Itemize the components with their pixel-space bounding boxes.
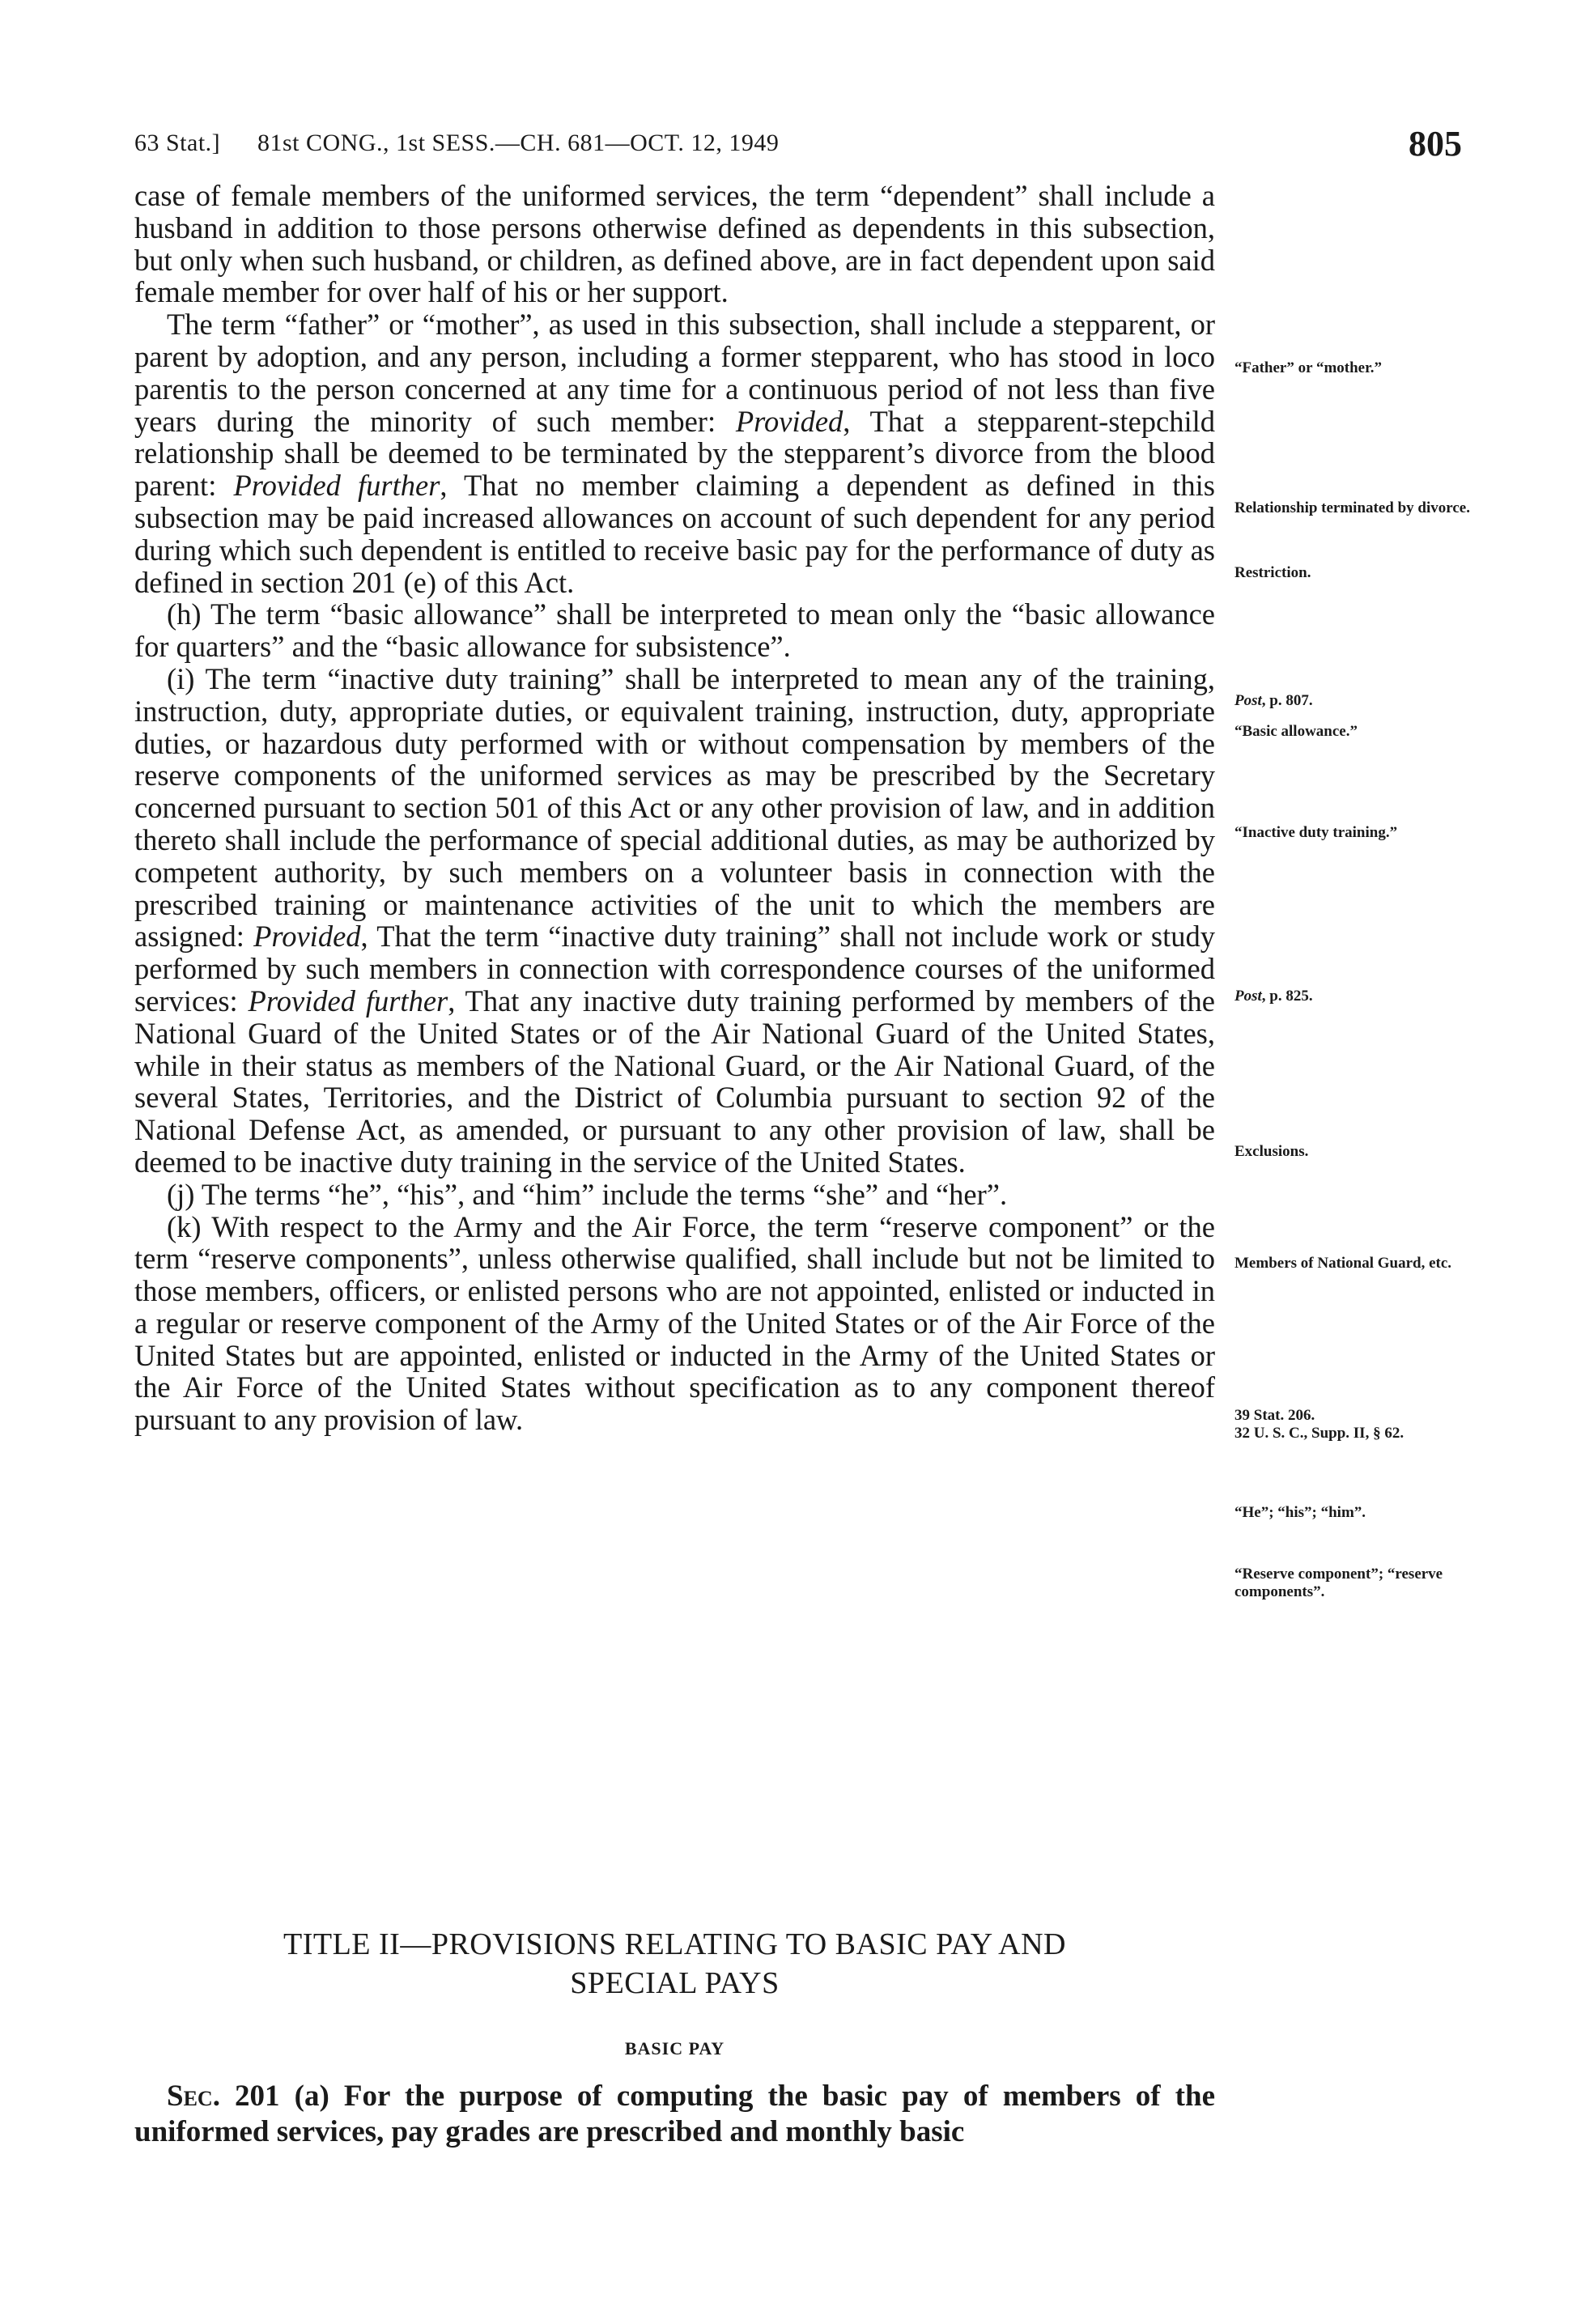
section-text: 201 (a) For the purpose of computing the basic pay of members of the uniformed services, pay grades are prescribed and monthly basic [134, 2080, 1215, 2148]
paragraph-father-mother [134, 308, 1215, 598]
paragraph-text: , That the term “inactive duty training” shall not include work or study performed by such members in connection with correspondence courses of the uniformed services: [134, 920, 1215, 1018]
margin-note-basic-allowance: “Basic allowance.” [1234, 723, 1358, 740]
provided-italic: Provided [735, 404, 843, 438]
provided-further-italic: Provided further [248, 984, 448, 1018]
paragraph-text: , That no member claiming a dependent as defined in this subsection may be paid increased allowances on account of such dependent for any period during which such dependent is entitled to receive basic pay for the performance of duty as defined in section 201 (e) of this Act. [134, 469, 1215, 599]
post-page-ref: , p. 807. [1261, 692, 1313, 709]
paragraph-k-reserve-component [134, 1211, 1215, 1437]
paragraph-text: , That a stepparent-stepchild relationship shall be deemed to be terminated by the stepparent’s divorce from the blood parent: [134, 404, 1216, 503]
margin-note-post-825 [1234, 988, 1485, 1005]
margin-note-reserve-component: “Reserve component”; “reserve components”. [1234, 1566, 1443, 1600]
margin-note-exclusions: Exclusions. [1234, 1143, 1309, 1160]
section-201-paragraph [134, 2079, 1215, 2150]
title-line-1: TITLE II—PROVISIONS RELATING TO BASIC PAY AND [283, 1927, 1066, 1961]
main-text-column [134, 180, 1215, 1436]
margin-note-he-his-him: “He”; “his”; “him”. [1234, 1504, 1366, 1521]
provided-further-italic: Provided further [233, 469, 440, 503]
paragraph-j-pronouns [134, 1179, 1215, 1211]
title-heading [134, 1925, 1215, 2003]
margin-note-stat-ref: 39 Stat. 206. [1234, 1407, 1315, 1424]
margin-note-national-guard: Members of National Guard, etc. [1234, 1255, 1452, 1272]
paragraph-h-basic-allowance [134, 598, 1215, 663]
margin-note-restriction: Restriction. [1234, 564, 1311, 581]
title-line-2: SPECIAL PAYS [570, 1966, 780, 2000]
post-italic: Post [1234, 692, 1262, 709]
post-italic: Post [1234, 988, 1262, 1005]
margin-note-relationship-terminated: Relationship terminated by divorce. [1234, 499, 1470, 516]
provided-italic: Provided [253, 920, 361, 954]
paragraph-text: (j) The terms “he”, “his”, and “him” include the terms “she” and “her”. [167, 1177, 1008, 1211]
statute-volume-label: 63 Stat.] [134, 130, 221, 156]
paragraph-female-dependents [134, 180, 1215, 308]
paragraph-i-inactive-duty [134, 663, 1215, 1179]
section-subheading: BASIC PAY [624, 2038, 725, 2058]
margin-note-post-807 [1234, 692, 1485, 710]
paragraph-text: The term “father” or “mother”, as used in this subsection, shall include a stepparent, or parent by adoption, and any person, including a former stepparent, who has stood in loco parentis to the person concerned at any time for a continuous period of not less than five years during the minority of such member: [134, 308, 1215, 438]
paragraph-text: case of female members of the uniformed services, the term “dependent” shall include a husband in addition to those persons otherwise defined as dependents in this subsection, but only when such husband, or children, as defined above, are in fact dependent upon said female member for over half of his or her support. [134, 179, 1215, 309]
section-201 [134, 2079, 1215, 2150]
paragraph-text: (h) The term “basic allowance” shall be interpreted to mean only the “basic allowance for quarters” and the “basic allowance for subsistence”. [134, 597, 1215, 664]
congress-session-chapter-date: 81st CONG., 1st SESS.—CH. 681—OCT. 12, 1949 [257, 130, 780, 156]
section-label: Sec. [167, 2080, 220, 2113]
margin-note-father-mother: “Father” or “mother.” [1234, 359, 1383, 376]
margin-note-usc-ref: 32 U. S. C., Supp. II, § 62. [1234, 1425, 1404, 1442]
paragraph-text: (i) The term “inactive duty training” shall be interpreted to mean any of the training, instruction, duty, appropriate duties, or equivalent training, instruction, duty, appropriate duties, or hazardous duty performed with or without compensation by members of the reserve components of the uniformed services as may be prescribed by the Secretary concerned pursuant to section 501 of this Act or any other provision of law, and in addition thereto shall include the performance of special additional duties, as may be authorized by competent authority, by such members on a volunteer basis in connection with the prescribed training or maintenance activities of the unit to which the members are assigned: [134, 661, 1215, 954]
post-page-ref: , p. 825. [1261, 988, 1313, 1005]
margin-note-inactive-duty: “Inactive duty training.” [1234, 824, 1398, 841]
paragraph-text: (k) With respect to the Army and the Air Force, the term “reserve component” or the term “reserve components”, unless otherwise qualified, shall include but not be limited to those members, officers, or enlisted persons who are not appointed, enlisted or inducted in a regular or reserve component of the Army of the United States or of the Air Force of the United States but are appointed, enlisted or inducted in the Army of the United States or the Air Force of the United States without specification as to any component thereof pursuant to any provision of law. [134, 1209, 1215, 1437]
page-header [0, 123, 1585, 172]
page-number: 805 [1409, 124, 1462, 164]
paragraph-text: , That any inactive duty training performed by members of the National Guard of the United States or of the Air National Guard of the United States, while in their status as members of the National Guard, or the Air National Guard, of the several States, Territories, and the District of Columbia pursuant to section 92 of the National Defense Act, as amended, or pursuant to any other provision of law, shall be deemed to be inactive duty training in the service of the United States. [134, 984, 1216, 1179]
